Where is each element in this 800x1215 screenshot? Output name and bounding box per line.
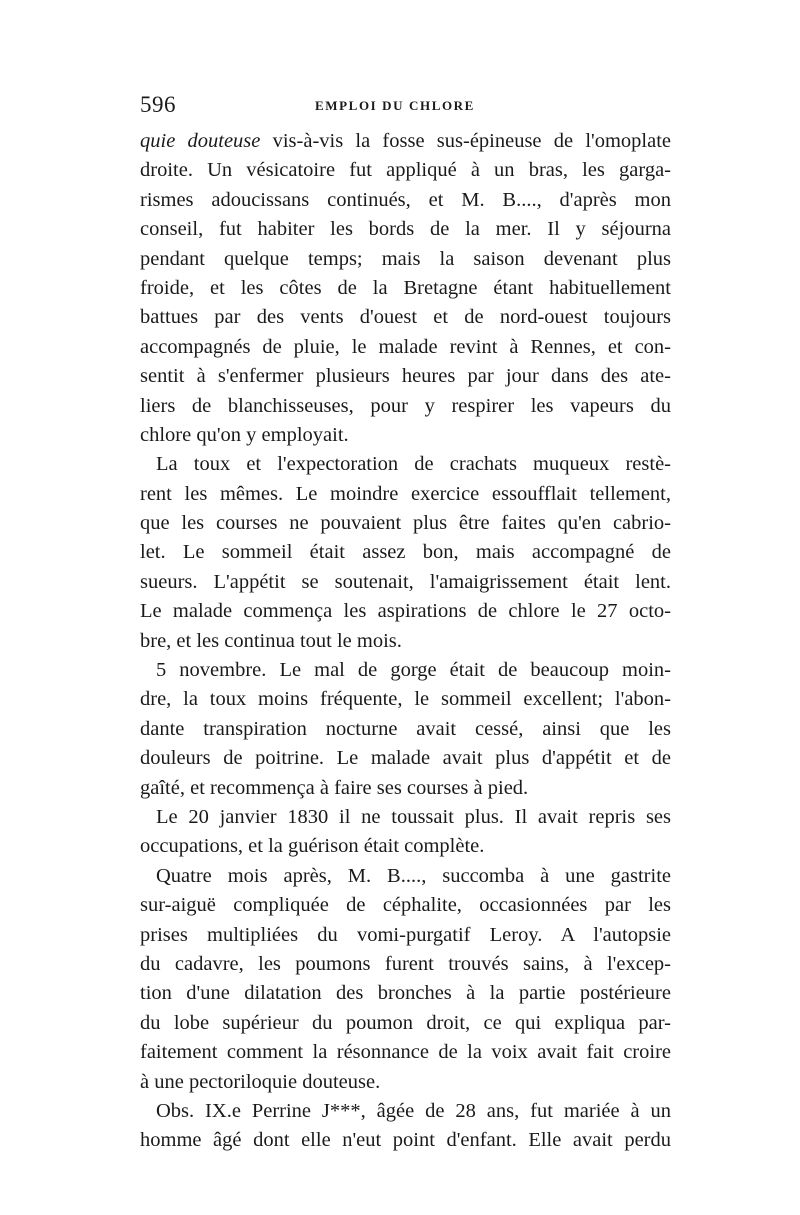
- text-line: accompagnés de pluie, le malade revint à Rennes, et con-: [140, 335, 671, 358]
- text-line: sur-aiguë compliquée de céphalite, occasionnées par les: [140, 894, 671, 917]
- text-line: rent les mêmes. Le moindre exercice essoufflait tellement,: [140, 482, 671, 505]
- text-line: sentit à s'enfermer plusieurs heures par jour dans des ate-: [140, 365, 671, 388]
- text-line: du lobe supérieur du poumon droit, ce qui expliqua par-: [140, 1011, 671, 1034]
- text-line: Le 20 janvier 1830 il ne toussait plus. Il avait repris ses: [156, 805, 671, 828]
- text-line: La toux et l'expectoration de crachats muqueux restè-: [156, 453, 671, 476]
- text-line: douleurs de poitrine. Le malade avait plus d'appétit et de: [140, 747, 671, 770]
- text-line: pendant quelque temps; mais la saison devenant plus: [140, 247, 671, 270]
- body-text: [140, 127, 671, 1156]
- text-line: froide, et les côtes de la Bretagne étant habituellement: [140, 276, 671, 299]
- text-line: liers de blanchisseuses, pour y respirer les vapeurs du: [140, 394, 671, 417]
- text-line: à une pectoriloquie douteuse.: [140, 1070, 381, 1093]
- text-line: rismes adoucissans continués, et M. B...., d'après mon: [140, 188, 671, 211]
- text-line: du cadavre, les poumons furent trouvés sains, à l'excep-: [140, 952, 671, 975]
- text-line: occupations, et la guérison était complète.: [140, 835, 485, 858]
- text-line: conseil, fut habiter les bords de la mer. Il y séjourna: [140, 218, 671, 241]
- text-line: Le malade commença les aspirations de chlore le 27 octo-: [140, 600, 671, 623]
- running-head: [140, 92, 670, 120]
- text-line: quie douteuse vis-à-vis la fosse sus-épineuse de l'omoplate: [140, 130, 671, 152]
- text-line: Obs. IX.e Perrine J***, âgée de 28 ans, fut mariée à un: [156, 1099, 671, 1122]
- text-line: sueurs. L'appétit se soutenait, l'amaigrissement était lent.: [140, 570, 671, 593]
- text-line: prises multipliées du vomi-purgatif Leroy. A l'autopsie: [140, 923, 671, 946]
- text-line: droite. Un vésicatoire fut appliqué à un bras, les garga-: [140, 159, 671, 182]
- text-line: que les courses ne pouvaient plus être faites qu'en cabrio-: [140, 512, 671, 535]
- text-line: 5 novembre. Le mal de gorge était de beaucoup moin-: [156, 659, 671, 682]
- text-line: homme âgé dont elle n'eut point d'enfant. Elle avait perdu: [140, 1129, 671, 1152]
- page-number: 596: [140, 92, 176, 117]
- text-line: faitement comment la résonnance de la voix avait fait croire: [140, 1041, 671, 1064]
- text-line: Quatre mois après, M. B...., succomba à une gastrite: [156, 864, 671, 887]
- text-line: dante transpiration nocturne avait cessé, ainsi que les: [140, 717, 671, 740]
- text-line: gaîté, et recommença à faire ses courses à pied.: [140, 776, 529, 799]
- running-title: EMPLOI DU CHLORE: [315, 98, 475, 113]
- text-line: chlore qu'on y employait.: [140, 423, 349, 446]
- text-line: bre, et les continua tout le mois.: [140, 629, 402, 652]
- text-line: battues par des vents d'ouest et de nord-ouest toujours: [140, 306, 671, 329]
- text-line: tion d'une dilatation des bronches à la partie postérieure: [140, 982, 671, 1005]
- text-line: let. Le sommeil était assez bon, mais accompagné de: [140, 541, 671, 564]
- text-line: dre, la toux moins fréquente, le sommeil excellent; l'abon-: [140, 688, 671, 711]
